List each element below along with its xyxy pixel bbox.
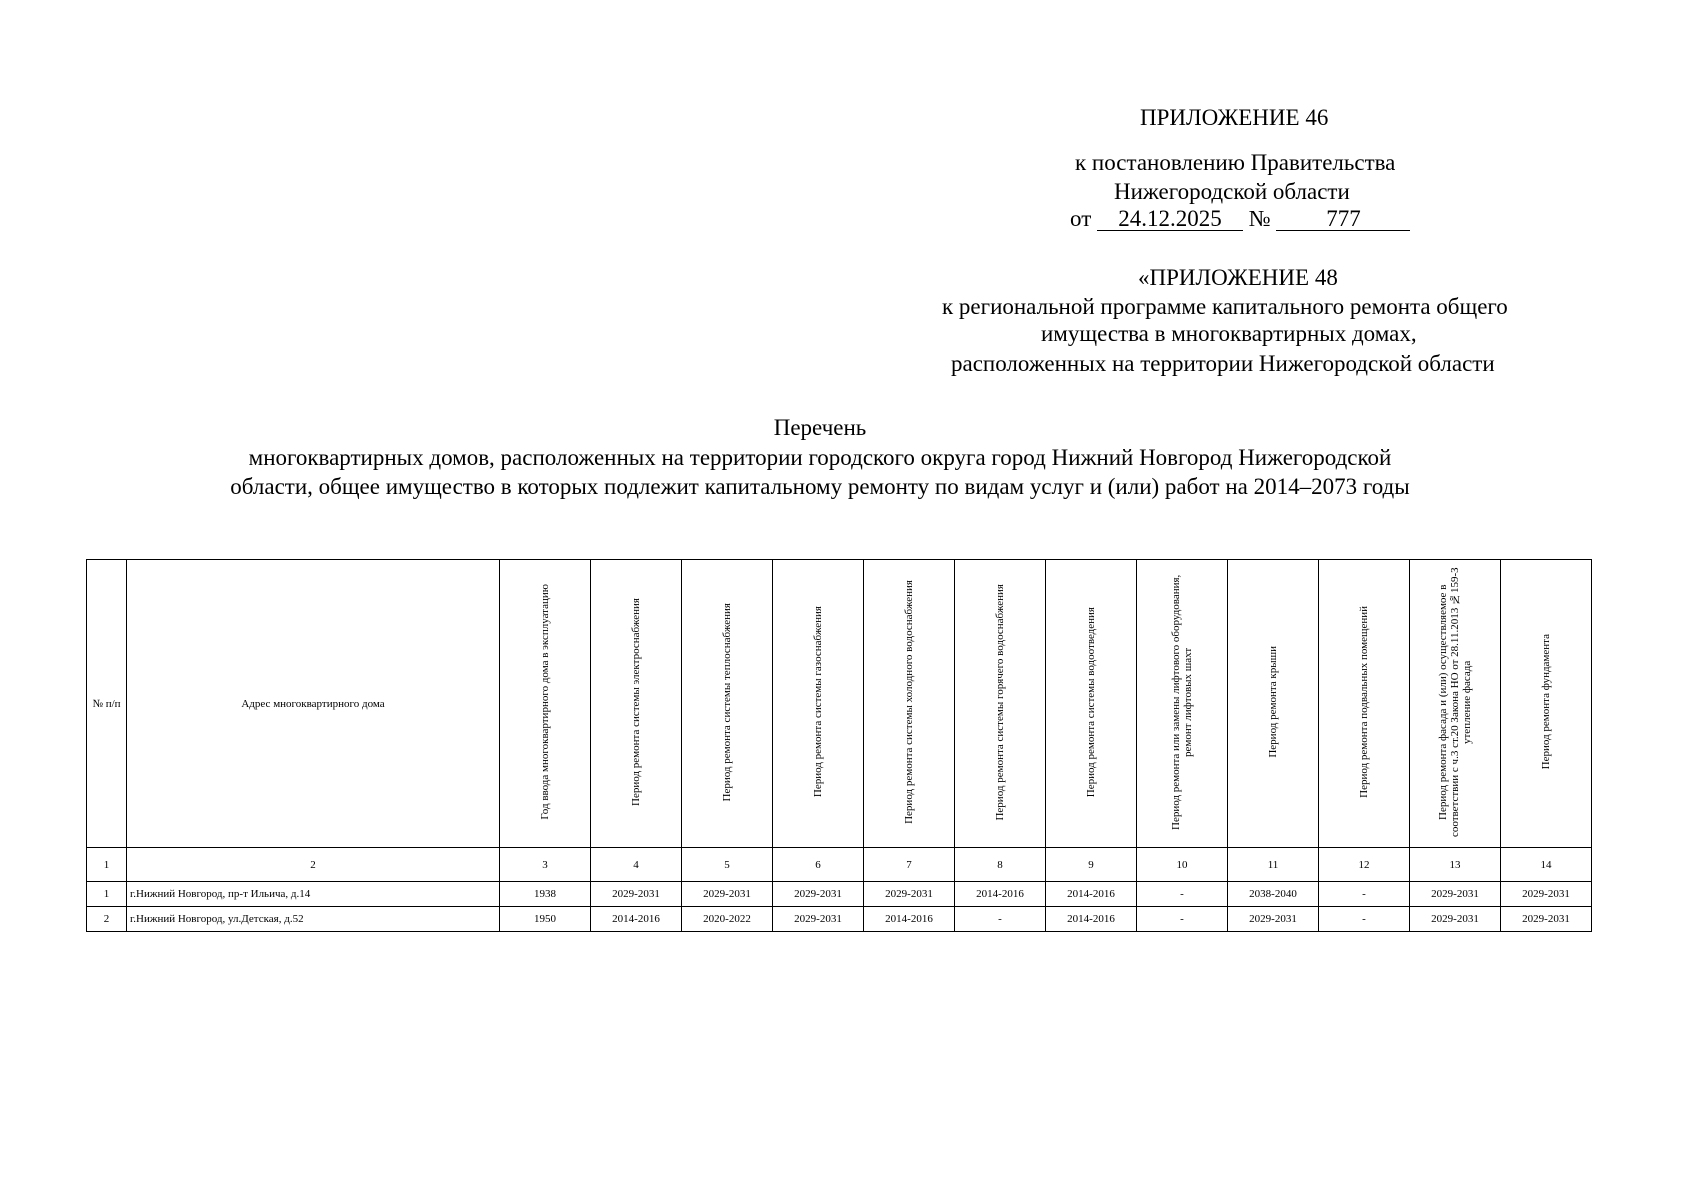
- header-cell: [1137, 560, 1228, 848]
- header-text: Период ремонта крыши: [1267, 646, 1279, 758]
- table-cell: 2029-2031: [773, 907, 864, 932]
- table-cell: -: [1319, 882, 1410, 907]
- header-text: Период ремонта системы электроснабжения: [630, 598, 642, 806]
- column-number: 9: [1046, 848, 1137, 882]
- header-text: Период ремонта системы водоотведения: [1085, 606, 1097, 798]
- header-cell: [773, 560, 864, 848]
- column-number: 10: [1137, 848, 1228, 882]
- houses-table: [86, 559, 1592, 932]
- table-row: [87, 882, 1592, 907]
- table-cell: 2038-2040: [1228, 882, 1319, 907]
- table-cell: -: [1137, 907, 1228, 932]
- column-number: 8: [955, 848, 1046, 882]
- header-cell: [87, 560, 127, 848]
- table-cell: 2014-2016: [591, 907, 682, 932]
- column-number: 11: [1228, 848, 1319, 882]
- header-cell: [127, 560, 500, 848]
- column-number: 2: [127, 848, 500, 882]
- header-text: Период ремонта фасада и (или) осуществляемое в соответствии с ч.3 ст.20 Закона НО от 28.11.2013 №159-З утепление фасада: [1437, 567, 1473, 837]
- column-number: 1: [87, 848, 127, 882]
- table-cell: -: [1137, 882, 1228, 907]
- program-line-3: расположенных на территории Нижегородской области: [951, 351, 1495, 376]
- header-text: Период ремонта или замены лифтового оборудования, ремонт лифтовых шахт: [1170, 574, 1194, 830]
- column-number-row: [87, 848, 1592, 882]
- decree-date: 24.12.2025: [1097, 208, 1243, 231]
- table-cell: 2029-2031: [1501, 882, 1592, 907]
- table-cell: 2: [87, 907, 127, 932]
- column-number: 7: [864, 848, 955, 882]
- header-text: Период ремонта системы теплоснабжения: [721, 602, 733, 802]
- header-cell: [682, 560, 773, 848]
- table-cell: 2029-2031: [682, 882, 773, 907]
- table-header-row: [87, 560, 1592, 848]
- header-text: Адрес многоквартирного дома: [241, 697, 385, 710]
- column-number: 3: [500, 848, 591, 882]
- decree-number: 777: [1276, 208, 1410, 231]
- table-cell: 2014-2016: [1046, 907, 1137, 932]
- table-cell: 2029-2031: [864, 882, 955, 907]
- header-cell: [1228, 560, 1319, 848]
- header-cell: [1410, 560, 1501, 848]
- table-cell: 2014-2016: [864, 907, 955, 932]
- column-number: 13: [1410, 848, 1501, 882]
- table-cell: 1938: [500, 882, 591, 907]
- table-cell: 2014-2016: [955, 882, 1046, 907]
- appendix-48-title: «ПРИЛОЖЕНИЕ 48: [1138, 265, 1338, 290]
- table-cell: 2014-2016: [1046, 882, 1137, 907]
- table-cell: 2020-2022: [682, 907, 773, 932]
- address-cell: г.Нижний Новгород, ул.Детская, д.52: [127, 907, 500, 932]
- number-sign: №: [1248, 206, 1271, 231]
- table-cell: 2029-2031: [1501, 907, 1592, 932]
- header-cell: [591, 560, 682, 848]
- header-cell: [864, 560, 955, 848]
- table-cell: 1950: [500, 907, 591, 932]
- doc-title-line-3: области, общее имущество в которых подлежит капитальному ремонту по видам услуг и (или) работ на 2014–2073 годы: [230, 474, 1410, 499]
- table-cell: -: [1319, 907, 1410, 932]
- program-line-1: к региональной программе капитального ремонта общего: [942, 294, 1508, 319]
- header-text: Период ремонта фундамента: [1540, 634, 1552, 770]
- column-number: 5: [682, 848, 773, 882]
- appendix-46-title: ПРИЛОЖЕНИЕ 46: [1140, 105, 1329, 130]
- table-cell: 2029-2031: [1410, 882, 1501, 907]
- doc-title-line-1: Перечень: [773, 415, 867, 440]
- header-text: № п/п: [92, 697, 121, 710]
- date-prefix: от: [1070, 206, 1092, 231]
- header-text: Период ремонта системы горячего водоснабжения: [994, 583, 1006, 821]
- decree-date-line: [1070, 205, 1410, 233]
- header-cell: [1501, 560, 1592, 848]
- table-cell: 2029-2031: [591, 882, 682, 907]
- table-cell: 2029-2031: [1228, 907, 1319, 932]
- column-number: 14: [1501, 848, 1592, 882]
- column-number: 6: [773, 848, 864, 882]
- program-line-2: имущества в многоквартирных домах,: [1041, 321, 1417, 346]
- table-cell: 1: [87, 882, 127, 907]
- doc-title-line-2: многоквартирных домов, расположенных на территории городского округа город Нижний Новгород Нижегородской: [248, 445, 1392, 470]
- table-cell: -: [955, 907, 1046, 932]
- header-cell: [500, 560, 591, 848]
- column-number: 12: [1319, 848, 1410, 882]
- header-cell: [1319, 560, 1410, 848]
- header-cell: [1046, 560, 1137, 848]
- decree-line-2: Нижегородской области: [1114, 179, 1350, 204]
- header-text: Период ремонта подвальных помещений: [1358, 606, 1370, 798]
- column-number: 4: [591, 848, 682, 882]
- table-row: [87, 907, 1592, 932]
- header-text: Год ввода многоквартирного дома в эксплуатацию: [539, 584, 551, 820]
- table-cell: 2029-2031: [1410, 907, 1501, 932]
- header-text: Период ремонта системы холодного водоснабжения: [903, 580, 915, 824]
- header-text: Период ремонта системы газоснабжения: [812, 606, 824, 798]
- header-cell: [955, 560, 1046, 848]
- decree-line-1: к постановлению Правительства: [1075, 150, 1396, 175]
- table-cell: 2029-2031: [773, 882, 864, 907]
- address-cell: г.Нижний Новгород, пр-т Ильича, д.14: [127, 882, 500, 907]
